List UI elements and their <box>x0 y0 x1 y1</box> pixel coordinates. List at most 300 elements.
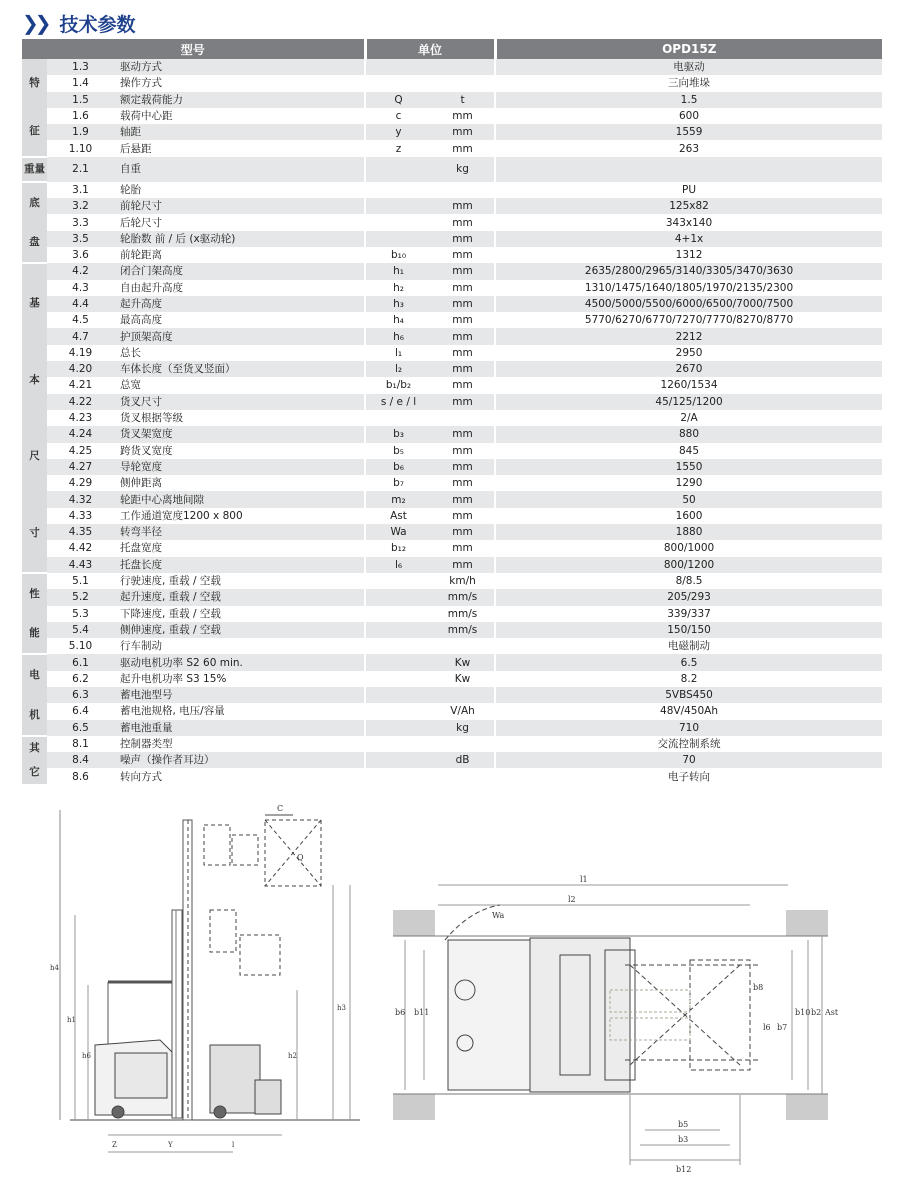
cell-code: 3.2 <box>47 198 114 214</box>
label-b10: b10 <box>795 1008 811 1017</box>
cell-name: 额定载荷能力 <box>114 92 365 108</box>
cell-unit: mm/s <box>431 622 495 638</box>
table-row <box>22 736 882 752</box>
cell-name: 总长 <box>120 346 141 359</box>
cell-unit: mm <box>452 281 473 294</box>
cell-val: 8/8.5 <box>495 573 882 589</box>
cell-sym <box>365 157 431 182</box>
cell-sym <box>365 687 431 703</box>
cell-unit <box>431 638 495 654</box>
cell-val: 710 <box>495 720 882 736</box>
cell-code: 1.3 <box>47 59 114 75</box>
cell-val: 电子转向 <box>495 768 882 784</box>
label-b3: b3 <box>678 1135 689 1144</box>
cell-code: 4.24 <box>47 426 114 442</box>
label-b12: b12 <box>676 1165 692 1174</box>
cell-unit: mm <box>431 231 495 247</box>
cell-val: 45/125/1200 <box>495 394 882 410</box>
cell-unit: mm <box>431 328 495 344</box>
cell-sym <box>365 638 431 654</box>
cell-val: 三向堆垛 <box>495 75 882 91</box>
cell-val: 2/A <box>495 410 882 426</box>
cell-sym <box>365 589 431 605</box>
cell-val: 1290 <box>495 475 882 491</box>
cell-val: 800/1200 <box>495 557 882 573</box>
cell-unit: Kw <box>431 654 495 670</box>
cell-code: 6.3 <box>47 687 114 703</box>
cell-val: 1260/1534 <box>495 377 882 393</box>
cell-name: 行驶速度, 重载 / 空载 <box>120 575 221 588</box>
cell-code: 4.7 <box>47 328 114 344</box>
header-unit: 单位 <box>365 39 495 59</box>
cell-name: 工作通道宽度1200 x 800 <box>120 509 243 522</box>
cell-unit: mm <box>431 124 495 140</box>
table-row <box>22 140 882 156</box>
cell-unit: mm <box>452 379 473 392</box>
cell-name: 最高高度 <box>120 314 162 327</box>
cell-code: 3.5 <box>47 231 114 247</box>
table-row <box>22 606 882 622</box>
section-header <box>22 10 136 36</box>
cell-sym <box>365 703 431 719</box>
table-row <box>22 638 882 654</box>
cell-unit: mm <box>452 477 473 490</box>
cell-val: 48V/450Ah <box>495 703 882 719</box>
cell-unit: kg <box>431 157 495 182</box>
cell-val: 150/150 <box>495 622 882 638</box>
cell-val <box>495 157 882 182</box>
label-b5: b5 <box>678 1120 689 1129</box>
cell-name: 蓄电池重量 <box>114 720 365 736</box>
cell-val: 5VBS450 <box>495 687 882 703</box>
cell-val: 600 <box>495 108 882 124</box>
cell-unit: mm <box>452 346 473 359</box>
cell-code: 5.2 <box>47 589 114 605</box>
table-row <box>22 557 882 573</box>
cell-sym: l₁ <box>365 345 431 361</box>
cell-name: 货叉架宽度 <box>114 426 365 442</box>
cell-unit <box>431 687 495 703</box>
table-row <box>22 361 882 377</box>
cell-code: 4.22 <box>47 394 114 410</box>
cell-name: 控制器类型 <box>120 738 173 751</box>
cell-unit: mm <box>452 249 473 262</box>
cell-code: 1.9 <box>47 124 114 140</box>
table-row <box>22 231 882 247</box>
cell-val: 1880 <box>495 524 882 540</box>
cell-val: 5770/6270/6770/7270/7770/8270/8770 <box>495 312 882 328</box>
cell-name: 轮胎 <box>120 183 141 196</box>
cell-sym <box>365 606 431 622</box>
side-view-drawing <box>60 810 360 1152</box>
cell-code: 4.19 <box>68 346 93 359</box>
cell-code: 5.10 <box>68 640 93 653</box>
table-row <box>22 92 882 108</box>
cell-code: 5.3 <box>72 607 89 620</box>
cell-unit: dB <box>431 752 495 768</box>
cell-name: 托盘宽度 <box>120 542 162 555</box>
cell-name: 货叉根据等级 <box>120 412 183 425</box>
cell-sym: h₂ <box>365 280 431 296</box>
cell-code: 8.1 <box>72 738 89 751</box>
cell-unit <box>431 410 495 426</box>
cell-code: 4.23 <box>68 412 93 425</box>
label-wa: Wa <box>492 911 505 920</box>
table-row <box>22 182 882 198</box>
cell-name: 车体长度（至货叉竖面） <box>114 361 365 377</box>
cell-code: 4.35 <box>47 524 114 540</box>
label-h3: h3 <box>337 1004 346 1012</box>
cell-code: 4.43 <box>47 557 114 573</box>
cell-code: 1.4 <box>72 77 89 90</box>
cell-name: 转向方式 <box>120 770 162 783</box>
header-model: 型号 <box>22 39 365 59</box>
cell-sym: b₃ <box>365 426 431 442</box>
cell-val: 343x140 <box>495 214 882 230</box>
cell-code: 4.21 <box>68 379 93 392</box>
cell-val: 1559 <box>495 124 882 140</box>
cell-name: 载荷中心距 <box>120 110 173 123</box>
table-row <box>22 377 882 393</box>
cell-val: 50 <box>495 491 882 507</box>
cell-sym: Q <box>365 92 431 108</box>
cell-name: 下降速度, 重载 / 空载 <box>120 607 221 620</box>
label-y: Y <box>168 1141 173 1149</box>
cell-val: 2670 <box>495 361 882 377</box>
table-row <box>22 671 882 687</box>
table-row <box>22 573 882 589</box>
cell-val: 2635/2800/2965/3140/3305/3470/3630 <box>495 263 882 279</box>
cell-code: 1.10 <box>68 142 93 155</box>
cell-unit: t <box>431 92 495 108</box>
cell-unit: V/Ah <box>450 705 475 718</box>
table-row <box>22 198 882 214</box>
group-label: 电 机 <box>22 654 47 735</box>
table-row <box>22 75 882 91</box>
cell-unit: mm/s <box>447 607 478 620</box>
cell-code: 3.3 <box>72 216 89 229</box>
table-row <box>22 214 882 230</box>
cell-code: 4.25 <box>68 444 93 457</box>
cell-val: 70 <box>495 752 882 768</box>
cell-sym <box>365 720 431 736</box>
label-c: C <box>277 804 284 813</box>
cell-name: 后悬距 <box>120 142 152 155</box>
cell-name: 转弯半径 <box>114 524 365 540</box>
label-b11: b11 <box>414 1008 430 1017</box>
table-row <box>22 443 882 459</box>
table-row <box>22 720 882 736</box>
cell-name: 驱动方式 <box>114 59 365 75</box>
label-b7: b7 <box>777 1023 788 1032</box>
label-b6: b6 <box>395 1008 406 1017</box>
table-row <box>22 459 882 475</box>
cell-unit <box>431 75 495 91</box>
cell-sym <box>365 75 431 91</box>
cell-code: 5.4 <box>47 622 114 638</box>
cell-val: 800/1000 <box>495 540 882 556</box>
cell-name: 驱动电机功率 S2 60 min. <box>114 654 365 670</box>
cell-sym: l₆ <box>365 557 431 573</box>
label-h2: h2 <box>288 1052 297 1060</box>
cell-name: 自重 <box>114 157 365 182</box>
table-row <box>22 345 882 361</box>
cell-sym: b₇ <box>365 475 431 491</box>
cell-sym: m₂ <box>365 491 431 507</box>
cell-name: 起升速度, 重载 / 空载 <box>114 589 365 605</box>
cell-unit: mm <box>452 542 473 555</box>
cell-name: 行车制动 <box>120 640 162 653</box>
cell-name: 托盘长度 <box>114 557 365 573</box>
header-value: OPD15Z <box>495 39 882 59</box>
table-row <box>22 280 882 296</box>
cell-code: 3.1 <box>72 183 89 196</box>
cell-unit: mm <box>452 216 473 229</box>
cell-sym: b₁₂ <box>365 540 431 556</box>
cell-code: 4.2 <box>47 263 114 279</box>
cell-unit: mm <box>431 524 495 540</box>
table-row <box>22 263 882 279</box>
cell-sym: z <box>365 140 431 156</box>
cell-unit <box>431 182 495 198</box>
label-h1: h1 <box>67 1016 76 1024</box>
cell-name: 后轮尺寸 <box>120 216 162 229</box>
cell-unit: mm <box>452 314 473 327</box>
table-row <box>22 59 882 75</box>
cell-val: 1312 <box>495 247 882 263</box>
cell-sym: h₃ <box>365 296 431 312</box>
cell-code: 8.6 <box>72 770 89 783</box>
cell-val: 1600 <box>495 508 882 524</box>
table-row <box>22 296 882 312</box>
cell-code: 8.4 <box>47 752 114 768</box>
cell-unit <box>431 768 495 784</box>
dimension-drawings <box>0 790 900 1188</box>
group-label: 重量 <box>22 157 47 182</box>
cell-sym <box>365 768 431 784</box>
cell-val: 8.2 <box>495 671 882 687</box>
label-l: l <box>232 1141 235 1149</box>
cell-unit: mm <box>431 198 495 214</box>
cell-name: 前轮尺寸 <box>114 198 365 214</box>
group-label: 特 征 <box>22 59 47 157</box>
cell-unit: mm <box>431 296 495 312</box>
cell-code: 1.6 <box>72 110 89 123</box>
cell-val: 880 <box>495 426 882 442</box>
cell-unit: mm <box>431 361 495 377</box>
table-row <box>22 475 882 491</box>
cell-val: 1550 <box>495 459 882 475</box>
cell-sym <box>365 59 431 75</box>
cell-unit: mm <box>431 394 495 410</box>
cell-name: 噪声（操作者耳边） <box>114 752 365 768</box>
cell-name: 导轮宽度 <box>114 459 365 475</box>
label-l1: l1 <box>580 875 588 884</box>
cell-sym <box>365 654 431 670</box>
label-b8: b8 <box>753 983 764 992</box>
label-z: Z <box>112 1141 117 1149</box>
cell-sym <box>365 671 431 687</box>
cell-code: 6.4 <box>72 705 89 718</box>
group-label: 其 它 <box>22 736 47 785</box>
cell-name: 货叉尺寸 <box>114 394 365 410</box>
cell-sym <box>365 622 431 638</box>
table-header <box>22 39 882 59</box>
cell-val: 电驱动 <box>495 59 882 75</box>
cell-unit: kg <box>431 720 495 736</box>
cell-sym <box>365 752 431 768</box>
table-row <box>22 124 882 140</box>
cell-name: 侧伸速度, 重载 / 空载 <box>114 622 365 638</box>
table-row <box>22 687 882 703</box>
table-row <box>22 752 882 768</box>
table-row <box>22 768 882 784</box>
cell-code: 4.29 <box>68 477 93 490</box>
cell-unit: mm <box>452 110 473 123</box>
cell-code: 2.1 <box>47 157 114 182</box>
label-ast: Ast <box>825 1008 839 1017</box>
cell-name: 轮胎数 前 / 后 (x驱动轮) <box>114 231 365 247</box>
cell-unit: mm <box>431 426 495 442</box>
cell-code: 4.27 <box>47 459 114 475</box>
cell-sym: l₂ <box>365 361 431 377</box>
table-row <box>22 247 882 263</box>
cell-val: 交流控制系统 <box>495 736 882 752</box>
cell-sym: Wa <box>365 524 431 540</box>
cell-sym: h₆ <box>365 328 431 344</box>
cell-name: 操作方式 <box>120 77 162 90</box>
cell-sym <box>365 214 431 230</box>
cell-code: 4.32 <box>47 491 114 507</box>
cell-val: 263 <box>495 140 882 156</box>
label-l6: l6 <box>763 1023 771 1032</box>
cell-sym: b₁/b₂ <box>365 377 431 393</box>
cell-code: 4.33 <box>68 509 93 522</box>
table-row <box>22 312 882 328</box>
cell-val: 1.5 <box>495 92 882 108</box>
cell-sym <box>365 182 431 198</box>
cell-name: 蓄电池规格, 电压/容量 <box>120 705 225 718</box>
cell-val: 电磁制动 <box>495 638 882 654</box>
cell-code: 6.5 <box>47 720 114 736</box>
cell-sym: c <box>365 108 431 124</box>
cell-sym: y <box>365 124 431 140</box>
cell-code: 3.6 <box>72 249 89 262</box>
cell-sym: b₁₀ <box>365 247 431 263</box>
group-label: 性 能 <box>22 573 47 654</box>
cell-name: 轮距中心离地间隙 <box>114 491 365 507</box>
cell-sym: h₄ <box>365 312 431 328</box>
table-row <box>22 108 882 124</box>
table-row <box>22 328 882 344</box>
table-row <box>22 491 882 507</box>
table-row <box>22 524 882 540</box>
cell-sym <box>365 736 431 752</box>
cell-code: 4.4 <box>47 296 114 312</box>
table-row <box>22 540 882 556</box>
table-row <box>22 508 882 524</box>
cell-name: 起升电机功率 S3 15% <box>120 672 227 685</box>
spec-table-wrapper <box>22 39 882 786</box>
group-label: 底 盘 <box>22 182 47 263</box>
cell-val: 6.5 <box>495 654 882 670</box>
cell-unit <box>431 59 495 75</box>
cell-name: 轴距 <box>114 124 365 140</box>
cell-val: 2950 <box>495 345 882 361</box>
cell-unit: mm <box>452 509 473 522</box>
spec-table <box>22 39 882 786</box>
cell-code: 6.2 <box>72 672 89 685</box>
double-chevron-icon: ❯❯ <box>22 11 48 35</box>
label-l2: l2 <box>568 895 576 904</box>
table-row <box>22 410 882 426</box>
drawings <box>0 790 900 1188</box>
section-title: 技术参数 <box>59 13 136 36</box>
cell-name: 总宽 <box>120 379 141 392</box>
group-label: 基 本 尺 寸 <box>22 263 47 573</box>
cell-sym: h₁ <box>365 263 431 279</box>
cell-code: 4.3 <box>72 281 89 294</box>
table-row <box>22 394 882 410</box>
cell-unit: Kw <box>454 672 471 685</box>
cell-val: 4500/5000/5500/6000/6500/7000/7500 <box>495 296 882 312</box>
cell-sym: Ast <box>365 508 431 524</box>
cell-sym: s / e / l <box>365 394 431 410</box>
cell-name: 跨货叉宽度 <box>120 444 173 457</box>
table-row <box>22 157 882 182</box>
cell-code: 4.5 <box>72 314 89 327</box>
cell-val: 339/337 <box>495 606 882 622</box>
cell-unit: mm <box>431 491 495 507</box>
cell-unit: mm <box>431 263 495 279</box>
cell-unit: mm <box>452 142 473 155</box>
cell-val: 125x82 <box>495 198 882 214</box>
label-q: Q <box>297 853 304 862</box>
table-row <box>22 703 882 719</box>
cell-name: 自由起升高度 <box>120 281 183 294</box>
spec-body <box>22 59 882 785</box>
cell-name: 起升高度 <box>114 296 365 312</box>
label-b2: b2 <box>811 1008 822 1017</box>
cell-code: 6.1 <box>47 654 114 670</box>
cell-val: 845 <box>495 443 882 459</box>
cell-code: 5.1 <box>72 575 89 588</box>
cell-unit: mm <box>452 444 473 457</box>
cell-sym <box>365 573 431 589</box>
cell-val: 205/293 <box>495 589 882 605</box>
table-row <box>22 622 882 638</box>
cell-unit: mm <box>431 557 495 573</box>
cell-unit <box>431 736 495 752</box>
cell-sym: b₅ <box>365 443 431 459</box>
cell-name: 闭合门架高度 <box>114 263 365 279</box>
cell-val: 2212 <box>495 328 882 344</box>
cell-code: 4.20 <box>47 361 114 377</box>
table-row <box>22 589 882 605</box>
label-h6: h6 <box>82 1052 91 1060</box>
cell-sym <box>365 410 431 426</box>
cell-val: 4+1x <box>495 231 882 247</box>
cell-unit: km/h <box>449 575 476 588</box>
label-h4: h4 <box>50 964 59 972</box>
cell-val: PU <box>495 182 882 198</box>
cell-name: 护顶架高度 <box>114 328 365 344</box>
cell-val: 1310/1475/1640/1805/1970/2135/2300 <box>495 280 882 296</box>
cell-name: 前轮距离 <box>120 249 162 262</box>
table-row <box>22 654 882 670</box>
cell-sym <box>365 198 431 214</box>
cell-name: 蓄电池型号 <box>114 687 365 703</box>
